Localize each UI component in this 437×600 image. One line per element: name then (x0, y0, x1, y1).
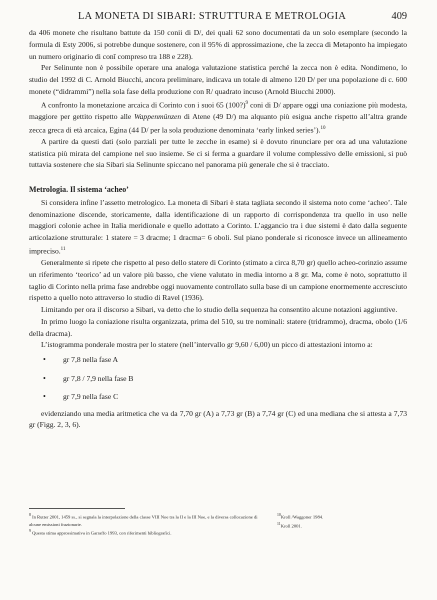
footnotes-left-column (29, 512, 259, 537)
footnote-text: Kroll /Waggoner 1984. (280, 514, 324, 520)
list-item-text: gr 7,8 nella fase A (63, 355, 119, 365)
footnote-mark: 11 (277, 521, 281, 526)
paragraph-6: Generalmente si ripete che rispetto al peso dello statere di Corinto (stimato a circa 8,70 gr) quello acheo-corinzio assume un riferimento ‘teorico’ ad un valore più basso, che viene valutato in media intorno a 8 gr. Ma, come è noto, soprattutto il taglio di Corinto nella prima fase andrebbe oggi nuovamente controllato sulla base di un campione enormemente accresciuto rispetto a quello noto attraverso lo studio di Ravel (1936). (29, 258, 407, 303)
paragraph-3-part-b: coni di D/ appare oggi una coniazione più modesta, maggiore per gettito rispetto alle (29, 100, 407, 121)
paragraph-1: da 406 monete che risultano battute da 150 conii di D/, dei quali 62 sono documentati da un solo esemplare (secondo la formula di Esty 2006, si potrebbe dunque sostenere, con il 95% di approssimazione, che la zecca di Metaponto ha impiegato un numero originario di conî compreso tra 188 e 228). (29, 28, 407, 61)
list-item (29, 351, 407, 370)
phase-list (29, 351, 407, 407)
body-text (29, 27, 407, 431)
paragraph-2: Per Selinunte non è possibile operare una analoga valutazione statistica perché la zecca non è edita. Nondimeno, lo studio del 1992 di C. Arnold Biucchi, ancora preliminare, indicava un totale di almeno 120 D/ per una popolazione di c. 600 monete (“didrammi”) nella sola fase della produzione con R/ quadrato incuso (Arnold Biucchi 2000). (29, 63, 407, 96)
footnote-ref-10: 10 (320, 125, 326, 131)
footnotes-right-column (277, 512, 407, 530)
running-title: LA MONETA DI SIBARI: STRUTTURA E METROLOGIA (78, 11, 347, 22)
paragraph-3-italic-term: Wappenmünzen (134, 111, 182, 121)
footnote-mark: 8 (29, 513, 31, 517)
footnote-mark: 10 (277, 513, 281, 517)
paragraph-9: L’istogramma ponderale mostra per lo statere (nell’intervallo gr 9,60 / 6,00) un picco di attestazioni intorno a: (41, 340, 373, 350)
list-item (29, 370, 407, 389)
footnote-text: In Rutter 2001, 1459 ss., si segnala la interpolazione della classe VIII Noe tra la II e la III Noe, e la diversa collocazione di alcune emissioni frazionarie. (29, 514, 258, 527)
footnote (29, 512, 259, 528)
paragraph-5 (29, 197, 407, 257)
list-item-text: gr 7,8 / 7,9 nella fase B (63, 373, 134, 383)
running-header (28, 11, 415, 25)
footnote-text: Kroll 2001. (280, 523, 302, 529)
bullet-icon: • (43, 392, 46, 402)
paragraph-3-part-c: di Atene (49 D/) ma alquanto più esigua anche rispetto all’altra grande zecca greca di età arcaica, Egina (44 D/ per la sola produzione denominata ‘early linked series’). (29, 111, 407, 135)
paragraph-10: evidenziando una media aritmetica che va da 7,70 gr (A) a 7,73 gr (B) a 7,74 gr (C) ed una mediana che si attesta a 7,73 gr (Figg. 2, 3, 6). (29, 408, 407, 430)
bullet-icon: • (43, 373, 46, 383)
paragraph-5-text: Si considera infine l’assetto metrologico. La moneta di Sibari è stata tagliata secondo il sistema noto come ‘acheo’. Tale denominazione discende, storicamente, dalla identificazione di un rapporto di corrispondenza tra quello in uso nelle maggiori colonie achee in Italia meridionale e quello adottato a Corinto. L’agganciο tra i due sistemi è dato dalla seguente articolazione strutturale: 1 statere = 3 dracme; 1 dracma= 6 oboli. Sul piano ponderale si riconosce invece un allineamento impreciso. (29, 197, 407, 256)
paragraph-8: In primo luogo la coniazione risulta organizzata, prima del 510, su tre nominali: statere (tridrammo), dracma, obolo (1/6 della dracma). (29, 316, 407, 338)
footnote-divider (29, 508, 125, 509)
footnote (29, 528, 259, 537)
section-heading: Metrologia. Il sistema ‘acheo’ (29, 185, 129, 195)
footnote (277, 512, 407, 521)
paragraph-4: A partire da questi dati (solo parziali per tutte le zecche in esame) si è dovuto rinunciare per ora ad una valutazione statistica più mirata del campione nel suo insieme. Se ci si ferma a guardare il volume complessivo delle emissioni, si può tuttavia sostenere che sia Sibari sia Selinunte spiccano nel panorama più generale che si è tracciato. (29, 136, 407, 170)
footnote (277, 521, 407, 530)
footnote-text: Questa stima approssimativa in Garraffo 1993, con riferimenti bibliografici. (32, 530, 172, 536)
footnote-mark: 9 (29, 529, 31, 534)
paragraph-3-part-a: A confronto la monetazione arcaica di Corinto con i suoi 65 (100?) (41, 100, 246, 110)
paragraph-3 (29, 98, 407, 136)
bullet-icon: • (43, 355, 46, 365)
paragraph-7: Limitando per ora il discorso a Sibari, va detto che lo studio della sequenza ha consentito alcune notazioni aggiuntive. (41, 305, 398, 315)
list-item-text: gr 7,9 nella fase C (63, 392, 119, 402)
page-number: 409 (391, 11, 407, 22)
footnote-ref-11: 11 (60, 246, 66, 252)
footnote-ref-9: 9 (245, 100, 248, 106)
list-item (29, 388, 407, 407)
